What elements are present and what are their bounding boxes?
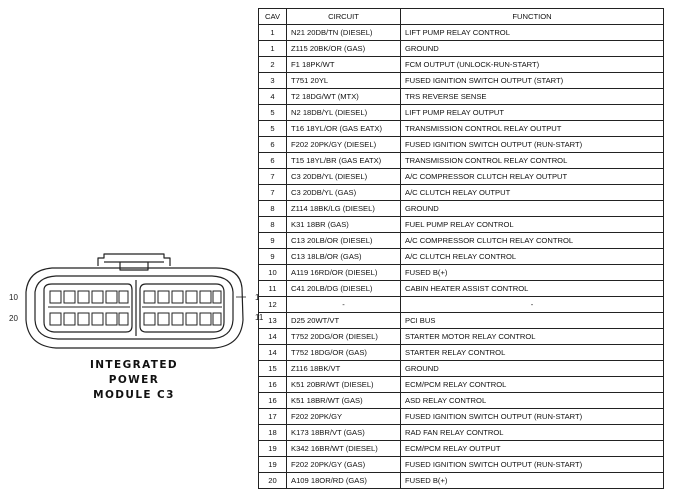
circuit-cell: T752 20DG/OR (DIESEL) [287, 329, 401, 345]
table-row [259, 169, 664, 185]
table-row [259, 25, 664, 41]
cav-cell: 17 [259, 409, 287, 425]
function-cell: GROUND [401, 361, 664, 377]
function-cell: FCM OUTPUT (UNLOCK-RUN-START) [401, 57, 664, 73]
pin-label-11: 11 [255, 313, 264, 322]
function-cell: TRANSMISSION CONTROL RELAY CONTROL [401, 153, 664, 169]
table-header-row [259, 9, 664, 25]
cav-cell: 15 [259, 361, 287, 377]
pin-label-20: 20 [9, 314, 18, 323]
table-row [259, 249, 664, 265]
circuit-cell: T16 18YL/OR (GAS EATX) [287, 121, 401, 137]
function-cell: - [401, 297, 664, 313]
table-row [259, 73, 664, 89]
table-row [259, 137, 664, 153]
function-cell: STARTER MOTOR RELAY CONTROL [401, 329, 664, 345]
function-cell: A/C CLUTCH RELAY OUTPUT [401, 185, 664, 201]
circuit-cell: C3 20DB/YL (GAS) [287, 185, 401, 201]
function-cell: CABIN HEATER ASSIST CONTROL [401, 281, 664, 297]
circuit-cell: F202 20PK/GY (DIESEL) [287, 137, 401, 153]
cav-cell: 8 [259, 201, 287, 217]
table-row [259, 473, 664, 489]
circuit-cell: C13 18LB/OR (GAS) [287, 249, 401, 265]
function-cell: A/C CLUTCH RELAY CONTROL [401, 249, 664, 265]
cav-cell: 6 [259, 153, 287, 169]
circuit-cell: N21 20DB/TN (DIESEL) [287, 25, 401, 41]
cav-cell: 9 [259, 249, 287, 265]
header-cav: CAV [259, 9, 287, 25]
circuit-cell: F1 18PK/WT [287, 57, 401, 73]
function-cell: FUSED B(+) [401, 265, 664, 281]
circuit-cell: N2 18DB/YL (DIESEL) [287, 105, 401, 121]
cav-cell: 5 [259, 105, 287, 121]
function-cell: GROUND [401, 41, 664, 57]
connector-caption [60, 358, 208, 403]
caption-line: MODULE C3 [93, 389, 175, 401]
circuit-cell: A109 18OR/RD (GAS) [287, 473, 401, 489]
cav-cell: 16 [259, 393, 287, 409]
table-row [259, 313, 664, 329]
cav-cell: 5 [259, 121, 287, 137]
table-row [259, 233, 664, 249]
cav-cell: 20 [259, 473, 287, 489]
circuit-cell: D25 20WT/VT [287, 313, 401, 329]
connector-diagram [0, 0, 264, 496]
function-cell: GROUND [401, 201, 664, 217]
cav-cell: 13 [259, 313, 287, 329]
header-function: FUNCTION [401, 9, 664, 25]
table-row [259, 105, 664, 121]
cav-cell: 3 [259, 73, 287, 89]
circuit-cell: Z114 18BK/LG (DIESEL) [287, 201, 401, 217]
function-cell: RAD FAN RELAY CONTROL [401, 425, 664, 441]
cav-cell: 19 [259, 457, 287, 473]
function-cell: FUSED IGNITION SWITCH OUTPUT (START) [401, 73, 664, 89]
function-cell: FUEL PUMP RELAY CONTROL [401, 217, 664, 233]
function-cell: FUSED B(+) [401, 473, 664, 489]
connector-outline [0, 0, 258, 360]
cav-cell: 1 [259, 41, 287, 57]
circuit-cell: K51 18BR/WT (GAS) [287, 393, 401, 409]
table-row [259, 201, 664, 217]
function-cell: ECM/PCM RELAY CONTROL [401, 377, 664, 393]
table-row [259, 265, 664, 281]
circuit-cell: C41 20LB/DG (DIESEL) [287, 281, 401, 297]
table-row [259, 89, 664, 105]
table-row [259, 393, 664, 409]
table-row [259, 345, 664, 361]
circuit-cell: Z115 20BK/OR (GAS) [287, 41, 401, 57]
table-row [259, 297, 664, 313]
table-row [259, 457, 664, 473]
cav-cell: 12 [259, 297, 287, 313]
function-cell: FUSED IGNITION SWITCH OUTPUT (RUN-START) [401, 409, 664, 425]
function-cell: LIFT PUMP RELAY OUTPUT [401, 105, 664, 121]
function-cell: TRANSMISSION CONTROL RELAY OUTPUT [401, 121, 664, 137]
function-cell: A/C COMPRESSOR CLUTCH RELAY CONTROL [401, 233, 664, 249]
cav-cell: 14 [259, 345, 287, 361]
table-row [259, 57, 664, 73]
pin-table-body [259, 25, 664, 489]
cav-cell: 4 [259, 89, 287, 105]
function-cell: FUSED IGNITION SWITCH OUTPUT (RUN-START) [401, 457, 664, 473]
table-row [259, 329, 664, 345]
table-row [259, 425, 664, 441]
circuit-cell: Z116 18BK/VT [287, 361, 401, 377]
circuit-cell: K342 16BR/WT (DIESEL) [287, 441, 401, 457]
table-row [259, 377, 664, 393]
pin-label-10: 10 [9, 293, 18, 302]
cav-cell: 18 [259, 425, 287, 441]
caption-line: INTEGRATED [89, 359, 179, 371]
function-cell: FUSED IGNITION SWITCH OUTPUT (RUN-START) [401, 137, 664, 153]
table-row [259, 41, 664, 57]
circuit-cell: F202 20PK/GY [287, 409, 401, 425]
circuit-cell: K51 20BR/WT (DIESEL) [287, 377, 401, 393]
circuit-cell: F202 20PK/GY (GAS) [287, 457, 401, 473]
table-row [259, 185, 664, 201]
table-row [259, 281, 664, 297]
cav-cell: 9 [259, 233, 287, 249]
cav-cell: 6 [259, 137, 287, 153]
pin-label-1: 1 [255, 293, 260, 302]
table-row [259, 409, 664, 425]
cav-cell: 7 [259, 169, 287, 185]
cav-cell: 2 [259, 57, 287, 73]
cav-cell: 10 [259, 265, 287, 281]
circuit-cell: T2 18DG/WT (MTX) [287, 89, 401, 105]
cav-cell: 16 [259, 377, 287, 393]
caption-line: POWER [108, 374, 160, 386]
table-row [259, 121, 664, 137]
cav-cell: 11 [259, 281, 287, 297]
circuit-cell: A119 16RD/OR (DIESEL) [287, 265, 401, 281]
cav-cell: 14 [259, 329, 287, 345]
function-cell: STARTER RELAY CONTROL [401, 345, 664, 361]
circuit-cell: K173 18BR/VT (GAS) [287, 425, 401, 441]
cav-cell: 1 [259, 25, 287, 41]
function-cell: ASD RELAY CONTROL [401, 393, 664, 409]
circuit-cell: K31 18BR (GAS) [287, 217, 401, 233]
cav-cell: 8 [259, 217, 287, 233]
pin-table [258, 8, 664, 489]
table-row [259, 441, 664, 457]
circuit-cell: T15 18YL/BR (GAS EATX) [287, 153, 401, 169]
function-cell: TRS REVERSE SENSE [401, 89, 664, 105]
circuit-cell: T751 20YL [287, 73, 401, 89]
circuit-cell: T752 18DG/OR (GAS) [287, 345, 401, 361]
table-row [259, 217, 664, 233]
function-cell: LIFT PUMP RELAY CONTROL [401, 25, 664, 41]
circuit-cell: C3 20DB/YL (DIESEL) [287, 169, 401, 185]
cav-cell: 19 [259, 441, 287, 457]
function-cell: PCI BUS [401, 313, 664, 329]
circuit-cell: - [287, 297, 401, 313]
function-cell: ECM/PCM RELAY OUTPUT [401, 441, 664, 457]
cav-cell: 7 [259, 185, 287, 201]
table-row [259, 361, 664, 377]
header-circuit: CIRCUIT [287, 9, 401, 25]
table-row [259, 153, 664, 169]
circuit-cell: C13 20LB/OR (DIESEL) [287, 233, 401, 249]
function-cell: A/C COMPRESSOR CLUTCH RELAY OUTPUT [401, 169, 664, 185]
